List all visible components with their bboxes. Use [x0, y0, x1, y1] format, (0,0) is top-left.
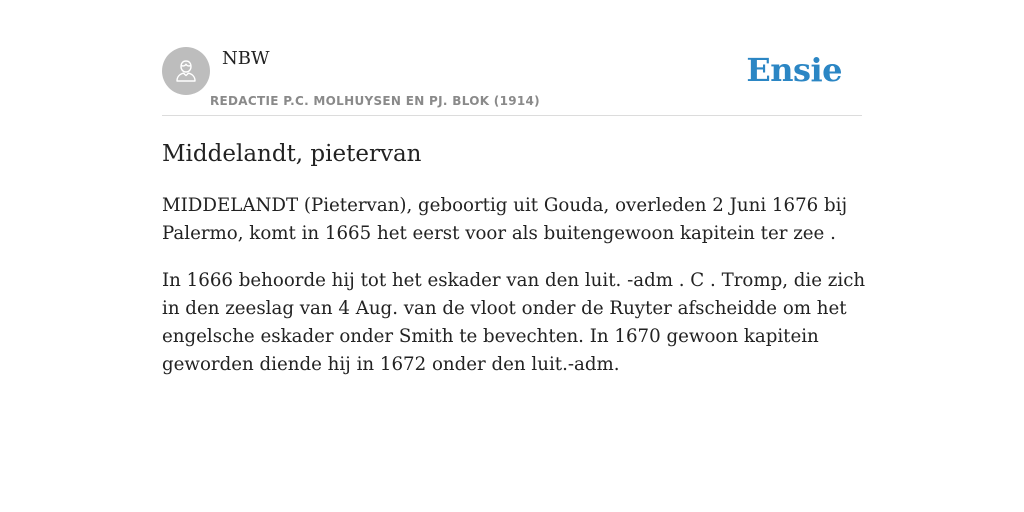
article-paragraph: In 1666 behoorde hij tot het eskader van den luit. -adm . C . Tromp, die zich in den zeeslag van 4 Aug. van de vloot onder de Ruyter afscheidde om het engelsche eskader onder Smith te bevechten. In 1670 gewoon kapitein geworden diende hij in 1672 onder den luit.-adm. [162, 270, 866, 375]
article-card [162, 0, 866, 512]
article-paragraph: MIDDELANDT (Pietervan), geboortig uit Gouda, overleden 2 Juni 1676 bij Palermo, komt in 1665 het eerst voor als buitengewoon kapitein ter zee . [162, 195, 848, 244]
article-header [162, 47, 862, 116]
ensie-logo[interactable]: Ensie [746, 51, 842, 89]
user-icon [172, 57, 200, 85]
source-avatar[interactable] [162, 47, 210, 95]
source-name[interactable]: NBW [222, 48, 270, 69]
source-subtitle: REDACTIE P.C. MOLHUYSEN EN PJ. BLOK (1914) [210, 94, 540, 108]
article-title: Middelandt, pietervan [162, 141, 422, 167]
article-body [162, 192, 866, 398]
